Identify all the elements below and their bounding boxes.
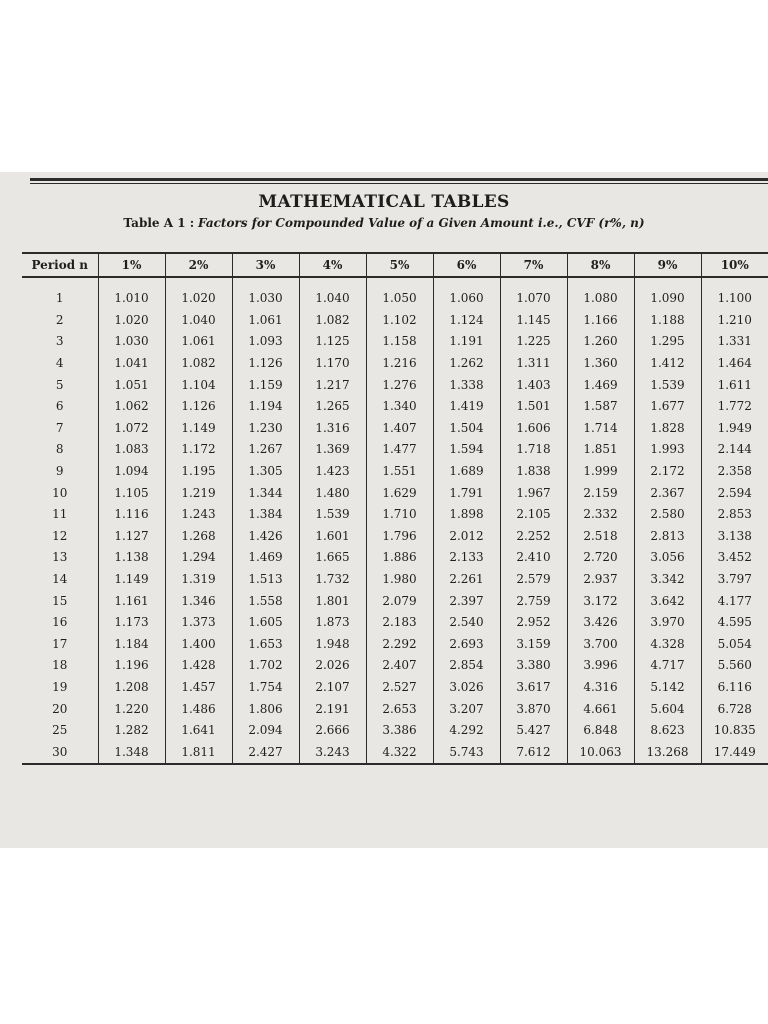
factor-cell: 1.145 [500,310,567,332]
factor-cell: 1.294 [165,547,232,569]
factor-cell: 2.332 [567,504,634,526]
factor-cell: 1.072 [98,418,165,440]
period-cell: 15 [52,593,68,608]
factor-cell: 1.040 [165,310,232,332]
factor-cell: 2.527 [366,677,433,699]
factor-cell: 3.386 [366,720,433,742]
table-row [22,461,768,483]
factor-cell: 2.252 [500,526,567,548]
factor-cell: 4.595 [701,612,768,634]
period-cell: 9 [55,464,64,479]
period-cell: 18 [52,658,68,673]
factor-cell: 1.102 [366,310,433,332]
factor-cell: 1.082 [165,353,232,375]
factor-cell: 3.380 [500,655,567,677]
period-cell: 1 [55,291,64,306]
factor-cell: 1.126 [165,396,232,418]
factor-cell: 3.172 [567,590,634,612]
factor-cell: 1.360 [567,353,634,375]
factor-cell: 1.558 [232,590,299,612]
period-cell: 20 [52,701,68,716]
factor-cell: 1.243 [165,504,232,526]
factor-cell: 1.403 [500,374,567,396]
factor-cell: 3.243 [299,741,366,764]
factor-cell: 4.177 [701,590,768,612]
factor-cell: 1.090 [634,277,701,310]
factor-cell: 13.268 [634,741,701,764]
factor-cell: 2.666 [299,720,366,742]
factor-cell: 4.717 [634,655,701,677]
period-cell: 5 [55,377,64,392]
factor-cell: 1.423 [299,461,366,483]
period-cell: 30 [22,741,98,764]
column-header-rate: 3% [232,253,299,277]
factor-cell: 3.138 [701,526,768,548]
factor-cell: 1.217 [299,374,366,396]
factor-cell: 1.159 [232,374,299,396]
factor-cell: 8.623 [634,720,701,742]
factor-cell: 2.159 [567,482,634,504]
column-header-rate: 5% [366,253,433,277]
factor-cell: 1.851 [567,439,634,461]
factor-cell: 2.079 [366,590,433,612]
factor-cell: 2.144 [701,439,768,461]
factor-cell: 4.322 [366,741,433,764]
factor-cell: 5.427 [500,720,567,742]
factor-cell: 1.158 [366,331,433,353]
factor-cell: 1.030 [98,331,165,353]
factor-cell: 2.407 [366,655,433,677]
factor-cell: 1.265 [299,396,366,418]
period-cell: 10 [52,485,68,500]
period-cell: 3 [55,334,64,349]
table-row [22,374,768,396]
column-header-rate: 10% [701,253,768,277]
table-row [22,677,768,699]
factor-cell: 1.080 [567,277,634,310]
factor-cell: 1.061 [165,331,232,353]
factor-cell: 1.267 [232,439,299,461]
factor-cell: 1.166 [567,310,634,332]
table-row [22,331,768,353]
factor-cell: 1.125 [299,331,366,353]
table-header-row [22,253,768,277]
factor-cell: 1.504 [433,418,500,440]
factor-cell: 1.161 [98,590,165,612]
factor-cell: 1.772 [701,396,768,418]
factor-cell: 1.262 [433,353,500,375]
factor-cell: 2.540 [433,612,500,634]
factor-cell: 6.116 [701,677,768,699]
factor-cell: 1.407 [366,418,433,440]
factor-cell: 4.328 [634,634,701,656]
column-header-rate: 9% [634,253,701,277]
factor-cell: 1.116 [98,504,165,526]
column-header-period: Period n [22,253,98,277]
factor-cell: 2.107 [299,677,366,699]
factor-cell: 2.693 [433,634,500,656]
factor-cell: 1.346 [165,590,232,612]
factor-cell: 2.358 [701,461,768,483]
factor-cell: 1.677 [634,396,701,418]
factor-cell: 1.051 [98,374,165,396]
factor-cell: 1.083 [98,439,165,461]
factor-cell: 1.501 [500,396,567,418]
factor-cell: 2.720 [567,547,634,569]
factor-cell: 3.700 [567,634,634,656]
factor-cell: 1.149 [98,569,165,591]
factor-cell: 2.937 [567,569,634,591]
factor-cell: 2.367 [634,482,701,504]
factor-cell: 1.384 [232,504,299,526]
factor-cell: 1.010 [98,277,165,310]
factor-cell: 1.457 [165,677,232,699]
factor-cell: 1.702 [232,655,299,677]
factor-cell: 1.126 [232,353,299,375]
table-row [22,526,768,548]
period-cell: 17 [52,636,68,651]
factor-cell: 1.665 [299,547,366,569]
factor-cell: 1.539 [634,374,701,396]
column-header-rate: 8% [567,253,634,277]
factor-cell: 1.601 [299,526,366,548]
factor-cell: 1.041 [98,353,165,375]
factor-cell: 3.207 [433,698,500,720]
factor-cell: 10.063 [567,741,634,764]
factor-cell: 1.428 [165,655,232,677]
factor-cell: 2.854 [433,655,500,677]
factor-cell: 1.060 [433,277,500,310]
period-cell: 6 [55,399,64,414]
factor-cell: 1.369 [299,439,366,461]
factor-cell: 1.216 [366,353,433,375]
factor-cell: 1.040 [299,277,366,310]
factor-cell: 1.082 [299,310,366,332]
factor-cell: 5.560 [701,655,768,677]
factor-cell: 2.094 [232,720,299,742]
factor-cell: 1.282 [98,720,165,742]
factor-cell: 1.551 [366,461,433,483]
factor-cell: 1.268 [165,526,232,548]
factor-cell: 1.993 [634,439,701,461]
factor-cell: 2.580 [634,504,701,526]
factor-cell: 1.469 [232,547,299,569]
factor-cell: 1.094 [98,461,165,483]
factor-cell: 1.338 [433,374,500,396]
factor-cell: 1.967 [500,482,567,504]
factor-cell: 2.853 [701,504,768,526]
factor-cell: 3.870 [500,698,567,720]
factor-cell: 1.195 [165,461,232,483]
factor-cell: 1.980 [366,569,433,591]
factor-cell: 1.020 [165,277,232,310]
factor-cell: 5.054 [701,634,768,656]
table-row [22,655,768,677]
table-row [22,482,768,504]
factor-cell: 1.806 [232,698,299,720]
factor-cell: 1.606 [500,418,567,440]
factor-cell: 1.477 [366,439,433,461]
factor-cell: 5.604 [634,698,701,720]
table-body [22,277,768,764]
header-rule [30,178,768,184]
period-cell: 8 [55,442,64,457]
factor-cell: 2.397 [433,590,500,612]
table-row [22,418,768,440]
factor-cell: 1.050 [366,277,433,310]
factor-cell: 1.605 [232,612,299,634]
factor-cell: 6.728 [701,698,768,720]
table-row [22,569,768,591]
factor-cell: 3.342 [634,569,701,591]
table-id: Table A 1 : [123,216,195,230]
factor-cell: 1.225 [500,331,567,353]
factor-cell: 1.220 [98,698,165,720]
factor-cell: 3.056 [634,547,701,569]
factor-cell: 1.948 [299,634,366,656]
factor-cell: 2.105 [500,504,567,526]
table-row [22,720,768,742]
factor-cell: 1.426 [232,526,299,548]
column-header-rate: 1% [98,253,165,277]
factor-cell: 1.295 [634,331,701,353]
factor-cell: 1.653 [232,634,299,656]
factor-cell: 1.127 [98,526,165,548]
factor-cell: 1.184 [98,634,165,656]
factor-cell: 1.796 [366,526,433,548]
factor-cell: 1.340 [366,396,433,418]
factor-cell: 1.173 [98,612,165,634]
period-cell: 25 [52,723,68,738]
factor-cell: 1.030 [232,277,299,310]
factor-cell: 1.210 [701,310,768,332]
factor-cell: 1.311 [500,353,567,375]
factor-cell: 1.811 [165,741,232,764]
cvf-table [22,252,768,765]
factor-cell: 1.100 [701,277,768,310]
factor-cell: 2.518 [567,526,634,548]
factor-cell: 2.172 [634,461,701,483]
factor-cell: 1.373 [165,612,232,634]
factor-cell: 1.754 [232,677,299,699]
factor-cell: 3.996 [567,655,634,677]
factor-cell: 3.426 [567,612,634,634]
table-row [22,396,768,418]
factor-cell: 2.579 [500,569,567,591]
column-header-rate: 4% [299,253,366,277]
factor-cell: 6.848 [567,720,634,742]
book-page [0,172,768,848]
factor-cell: 1.710 [366,504,433,526]
factor-cell: 1.020 [98,310,165,332]
table-row [22,310,768,332]
factor-cell: 3.159 [500,634,567,656]
factor-cell: 1.260 [567,331,634,353]
factor-cell: 1.104 [165,374,232,396]
factor-cell: 2.594 [701,482,768,504]
factor-cell: 1.594 [433,439,500,461]
table-row [22,277,768,310]
table-row [22,634,768,656]
factor-cell: 1.791 [433,482,500,504]
factor-cell: 2.261 [433,569,500,591]
factor-cell: 1.486 [165,698,232,720]
factor-cell: 1.093 [232,331,299,353]
factor-cell: 1.838 [500,461,567,483]
factor-cell: 1.629 [366,482,433,504]
factor-cell: 1.348 [98,741,165,764]
factor-cell: 1.464 [701,353,768,375]
period-cell: 13 [52,550,68,565]
column-header-rate: 7% [500,253,567,277]
factor-cell: 1.172 [165,439,232,461]
factor-cell: 1.138 [98,547,165,569]
factor-cell: 1.149 [165,418,232,440]
factor-cell: 2.759 [500,590,567,612]
factor-cell: 3.970 [634,612,701,634]
table-row [22,590,768,612]
table-row [22,612,768,634]
factor-cell: 5.142 [634,677,701,699]
factor-cell: 1.732 [299,569,366,591]
factor-cell: 7.612 [500,741,567,764]
factor-cell: 1.230 [232,418,299,440]
factor-cell: 2.952 [500,612,567,634]
factor-cell: 1.316 [299,418,366,440]
factor-cell: 1.999 [567,461,634,483]
factor-cell: 2.133 [433,547,500,569]
factor-cell: 1.513 [232,569,299,591]
column-header-rate: 2% [165,253,232,277]
factor-cell: 2.026 [299,655,366,677]
factor-cell: 1.419 [433,396,500,418]
factor-cell: 2.191 [299,698,366,720]
factor-cell: 1.718 [500,439,567,461]
factor-cell: 1.061 [232,310,299,332]
factor-cell: 5.743 [433,741,500,764]
factor-cell: 1.412 [634,353,701,375]
factor-cell: 1.105 [98,482,165,504]
factor-cell: 1.873 [299,612,366,634]
factor-cell: 1.344 [232,482,299,504]
factor-cell: 1.828 [634,418,701,440]
period-cell: 14 [52,572,68,587]
period-cell: 12 [52,528,68,543]
factor-cell: 1.276 [366,374,433,396]
table-row [22,698,768,720]
factor-cell: 1.469 [567,374,634,396]
factor-cell: 1.194 [232,396,299,418]
factor-cell: 1.062 [98,396,165,418]
factor-cell: 3.026 [433,677,500,699]
factor-cell: 1.689 [433,461,500,483]
period-cell: 4 [55,356,64,371]
table-row [22,439,768,461]
table-row [22,504,768,526]
factor-cell: 2.653 [366,698,433,720]
factor-cell: 1.188 [634,310,701,332]
period-cell: 16 [52,615,68,630]
factor-cell: 1.170 [299,353,366,375]
factor-cell: 3.797 [701,569,768,591]
period-cell: 2 [55,312,64,327]
factor-cell: 1.898 [433,504,500,526]
period-cell: 11 [52,507,68,522]
factor-cell: 4.292 [433,720,500,742]
table-description: Factors for Compounded Value of a Given Amount i.e., CVF (r%, n) [197,216,645,230]
factor-cell: 2.292 [366,634,433,656]
factor-cell: 2.427 [232,741,299,764]
factor-cell: 1.208 [98,677,165,699]
column-header-rate: 6% [433,253,500,277]
factor-cell: 1.191 [433,331,500,353]
page-heading: MATHEMATICAL TABLES [258,192,510,212]
table-row [22,547,768,569]
factor-cell: 1.539 [299,504,366,526]
factor-cell: 1.305 [232,461,299,483]
factor-cell: 1.070 [500,277,567,310]
factor-cell: 1.886 [366,547,433,569]
factor-cell: 2.813 [634,526,701,548]
factor-cell: 1.949 [701,418,768,440]
factor-cell: 4.661 [567,698,634,720]
table-row [22,741,768,764]
factor-cell: 1.196 [98,655,165,677]
factor-cell: 1.641 [165,720,232,742]
factor-cell: 3.617 [500,677,567,699]
factor-cell: 1.400 [165,634,232,656]
period-cell: 19 [52,679,68,694]
factor-cell: 2.410 [500,547,567,569]
period-cell: 7 [55,420,64,435]
factor-cell: 2.012 [433,526,500,548]
factor-cell: 1.331 [701,331,768,353]
factor-cell: 17.449 [701,741,768,764]
table-caption [0,216,768,230]
factor-cell: 1.480 [299,482,366,504]
table-row [22,353,768,375]
factor-cell: 4.316 [567,677,634,699]
factor-cell: 1.587 [567,396,634,418]
factor-cell: 1.219 [165,482,232,504]
factor-cell: 3.452 [701,547,768,569]
factor-cell: 1.611 [701,374,768,396]
factor-cell: 1.714 [567,418,634,440]
factor-cell: 3.642 [634,590,701,612]
factor-cell: 10.835 [701,720,768,742]
factor-cell: 1.124 [433,310,500,332]
factor-cell: 1.801 [299,590,366,612]
factor-cell: 2.183 [366,612,433,634]
factor-cell: 1.319 [165,569,232,591]
